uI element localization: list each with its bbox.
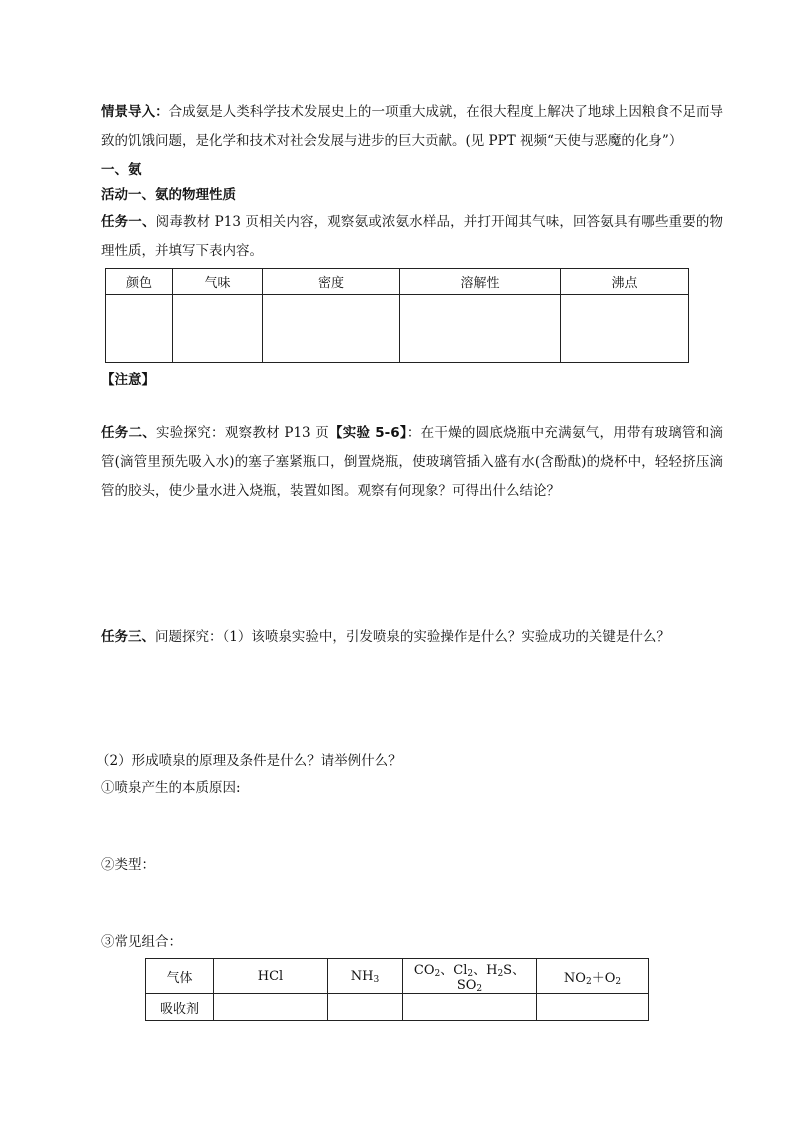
properties-table [105, 268, 689, 363]
task3-line [101, 627, 670, 647]
gas-nh3: $NH_3$ [328, 959, 403, 994]
experiment-ref: 【实验 5-6】 [328, 425, 407, 441]
absorbent-label: 吸收剂 [146, 994, 214, 1021]
gas-label: 气体 [146, 959, 214, 994]
absorbent-cell[interactable] [214, 994, 328, 1021]
answer-cell[interactable] [561, 295, 689, 363]
intro-label: 情景导入： [101, 104, 169, 120]
task1-paragraph [101, 208, 723, 266]
absorbent-cell[interactable] [403, 994, 537, 1021]
item-1: ①喷泉产生的本质原因: [101, 780, 241, 796]
gas-acid-combo: $CO_2$、$Cl_2$、$H_2S$、$SO_2$ [403, 959, 537, 994]
note-label: 【注意】 [101, 372, 155, 388]
properties-answer-row [106, 295, 689, 363]
header-density: 密度 [263, 269, 400, 295]
combinations-table [145, 958, 649, 1021]
task2-text-a: 实验探究：观察教材 P13 页 [156, 425, 329, 441]
task2-text-b: ：在干燥的圆底烧瓶中充满氨气，用带有玻璃管和滴管(滴管里预先吸入水)的塞子塞紧瓶口，倒置烧瓶，使玻璃管插入盛有水(含酚酞)的烧杯中，轻轻挤压滴管的胶头，使少量水进入烧瓶，装置如图。观察有何现象？可得出什么结论？ [101, 425, 724, 499]
intro-text: 合成氨是人类科学技术发展史上的一项重大成就，在很大程度上解决了地球上因粮食不足而导致的饥饿问题，是化学和技术对社会发展与进步的巨大贡献。(见 PPT 视频“天使与恶魔的化身”） [101, 104, 724, 149]
gas-row [146, 959, 649, 994]
item-3: ③常见组合： [101, 934, 182, 950]
gas-hcl: HCl [214, 959, 328, 994]
task3-label: 任务三、 [101, 629, 155, 645]
properties-header-row [106, 269, 689, 295]
task2-paragraph [101, 419, 723, 506]
answer-cell[interactable] [263, 295, 400, 363]
absorbent-cell[interactable] [537, 994, 649, 1021]
absorbent-cell[interactable] [328, 994, 403, 1021]
task1-text: 阅毒教材 P13 页相关内容，观察氨或浓氨水样品，并打开闻其气味，回答氨具有哪些重要的物理性质，并填写下表内容。 [101, 214, 724, 259]
intro-paragraph [101, 98, 723, 156]
header-odor: 气味 [173, 269, 263, 295]
task2-label: 任务二、 [101, 425, 157, 441]
header-solubility: 溶解性 [400, 269, 561, 295]
answer-cell[interactable] [106, 295, 173, 363]
header-color: 颜色 [106, 269, 173, 295]
gas-no2-o2: $NO_2+O_2$ [537, 959, 649, 994]
header-boiling-point: 沸点 [561, 269, 689, 295]
answer-cell[interactable] [173, 295, 263, 363]
absorbent-row [146, 994, 649, 1021]
task1-label: 任务一、 [101, 214, 156, 230]
item-2: ②类型： [101, 857, 155, 873]
answer-cell[interactable] [400, 295, 561, 363]
question-2: （2）形成喷泉的原理及条件是什么？请举例什么？ [96, 753, 402, 769]
activity-title: 活动一、氨的物理性质 [101, 187, 236, 203]
task3-text: 问题探究：（1）该喷泉实验中，引发喷泉的实验操作是什么？实验成功的关键是什么？ [155, 629, 670, 645]
section-title: 一、氨 [101, 162, 142, 178]
